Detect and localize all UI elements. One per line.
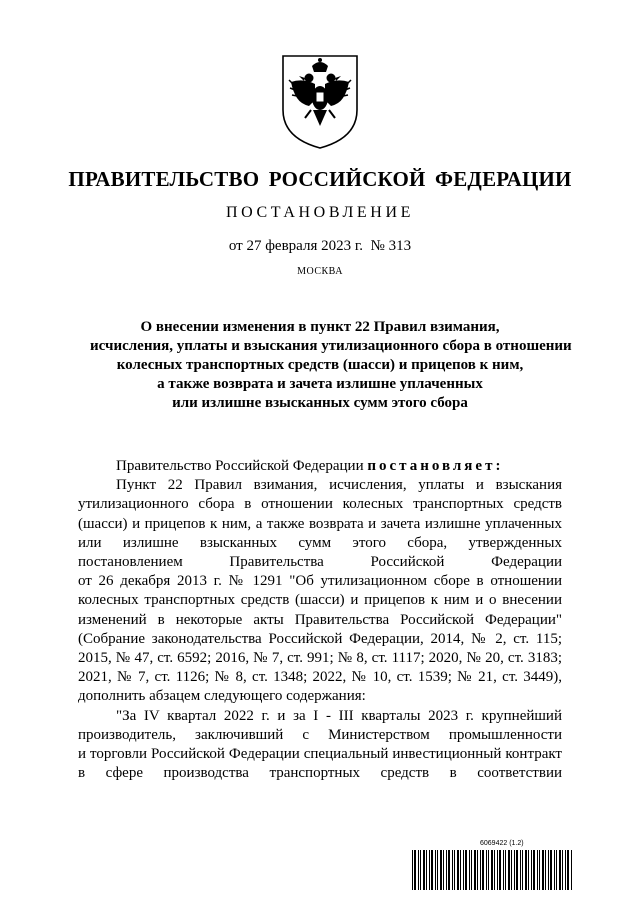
body-line: утилизационного сбора в отношении колесных транспортных средств <box>78 496 562 513</box>
body-line: 2015, № 47, ст. 6592; 2016, № 7, ст. 991; № 8, ст. 1117; 2020, № 20, ст. 3183; <box>78 650 562 667</box>
body-line: дополнить абзацем следующего содержания: <box>78 688 366 705</box>
body-line: колесных транспортных средств (шасси) и прицепов к ним и о внесении <box>78 592 562 609</box>
title-line: исчисления, уплаты и взыскания утилизационного сбора в отношении <box>90 338 572 354</box>
resolution-body <box>78 457 562 783</box>
document-type: ПОСТАНОВЛЕНИЕ <box>226 204 414 221</box>
body-line: (Собрание законодательства Российской Федерации, 2014, № 2, ст. 115; <box>78 630 562 647</box>
intro-paragraph <box>78 457 562 476</box>
body-line: производитель, заключивший с Министерством промышленности <box>78 726 562 743</box>
body-line: в сфере производства транспортных средств в соответствии <box>78 765 562 782</box>
body-line: и торговли Российской Федерации специальный инвестиционный контракт <box>78 746 562 763</box>
body-line: от 26 декабря 2013 г. № 1291 "Об утилизационном сборе в отношении <box>78 573 562 590</box>
barcode-label: 6069422 (1.2) <box>480 840 524 847</box>
barcode-icon <box>412 850 575 890</box>
resolution-title <box>90 318 572 413</box>
body-line: или излишне взысканных сумм этого сбора, утвержденных <box>78 534 562 551</box>
title-line: или излишне взысканных сумм этого сбора <box>172 395 468 411</box>
russian-coat-of-arms-icon <box>279 52 361 150</box>
government-title: ПРАВИТЕЛЬСТВО РОССИЙСКОЙ ФЕДЕРАЦИИ <box>68 167 572 191</box>
body-line: изменений в некоторые акты Правительства Российской Федерации" <box>78 611 562 628</box>
title-line: О внесении изменения в пункт 22 Правил взимания, <box>140 319 500 335</box>
body-line: 2021, № 7, ст. 1126; № 8, ст. 1348; 2022, № 10, ст. 1539; № 21, ст. 3449), <box>78 669 562 686</box>
intro-text: Правительство Российской Федерации <box>116 458 368 474</box>
body-line: "За IV квартал 2022 г. и за I - III кварталы 2023 г. крупнейший <box>116 707 562 724</box>
title-line: колесных транспортных средств (шасси) и прицепов к ним, <box>116 357 524 373</box>
body-line: Пункт 22 Правил взимания, исчисления, уплаты и взыскания <box>116 477 562 494</box>
title-line: а также возврата и зачета излишне уплаченных <box>157 376 483 392</box>
decree-word: постановляет: <box>367 458 504 474</box>
body-line: (шасси) и прицепов к ним, а также возврата и зачета излишне уплаченных <box>78 515 562 532</box>
body-line: постановлением Правительства Российской Федерации <box>78 554 562 571</box>
document-date-number: от 27 февраля 2023 г. № 313 <box>228 238 412 254</box>
document-city: МОСКВА <box>297 266 343 277</box>
